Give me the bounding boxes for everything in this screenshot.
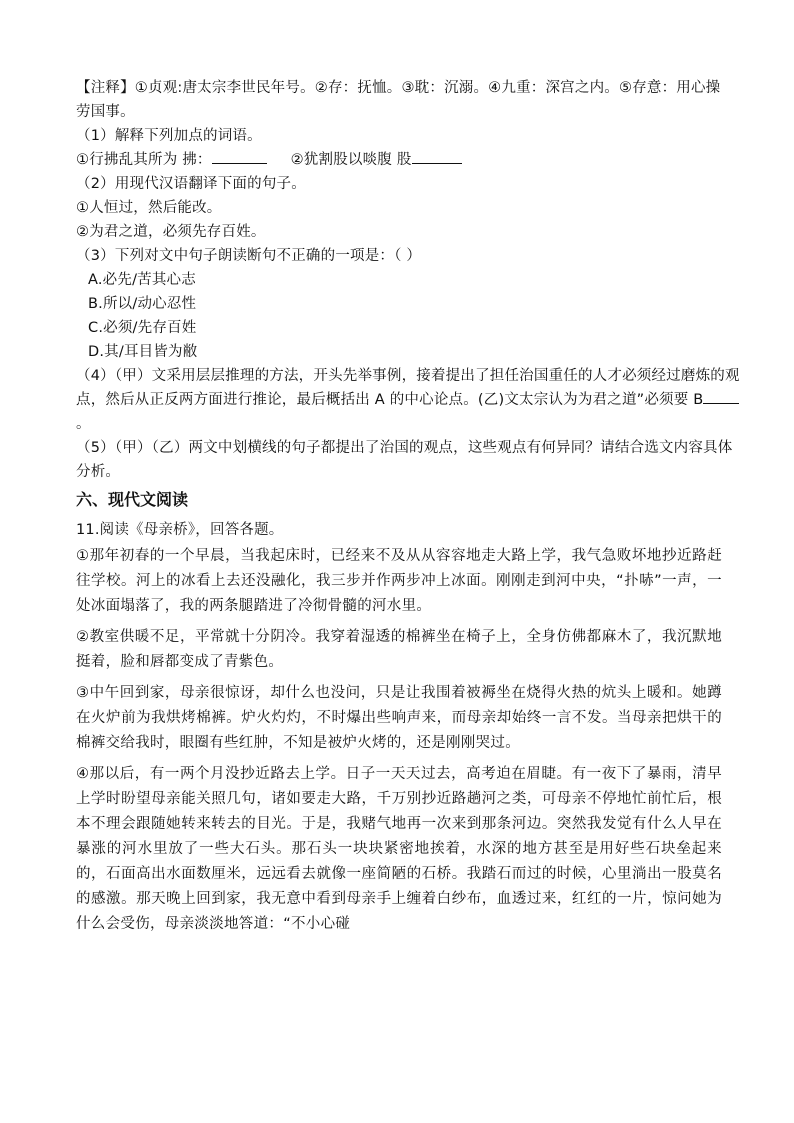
notes-block <box>76 76 722 124</box>
passage-paragraph-2: ②教室供暖不足，平常就十分阴冷。我穿着湿透的棉裤坐在椅子上，全身仿佛都麻木了，我沉默地挺着，脸和唇都变成了青紫色。 <box>76 629 722 670</box>
q4-line-2-text: 点，然后从正反两方面进行推论，最后概括出 A 的中心论点。(乙)文太宗认为为君之道”必须要 B <box>76 392 704 408</box>
q1-items <box>76 148 722 172</box>
question-1 <box>76 124 722 172</box>
document-page <box>76 76 740 937</box>
q2-sentence-2: ②为君之道，必须先存百姓。 <box>76 224 266 240</box>
section-heading: 六、现代文阅读 <box>76 490 189 509</box>
passage-paragraph-1: ①那年初春的一个早晨，当我起床时，已经来不及从从容容地走大路上学，我气急败坏地抄近路赶往学校。河上的冰看上去还没融化，我三步并作两步冲上冰面。刚刚走到河中央，“扑哧”一声，一处冰面塌落了，我的两条腿踏进了冷彻骨髓的河水里。 <box>76 548 722 614</box>
q2-title: （2）用现代汉语翻译下面的句子。 <box>76 176 306 192</box>
notes-line-1: 【注释】①贞观:唐太宗李世民年号。②存：抚恤。③耽：沉溺。④九重：深宫之内。⑤存意：用心操 <box>76 80 721 96</box>
q11-intro: 11.阅读《母亲桥》，回答各题。 <box>76 522 284 538</box>
q1-item-2: ②犹割股以啖腹 股 <box>290 152 412 168</box>
question-5 <box>76 436 733 484</box>
question-4 <box>76 364 740 436</box>
q1-title: （1）解释下列加点的词语。 <box>76 128 262 144</box>
q4-line-3: 。 <box>76 416 91 432</box>
passage-paragraph-4: ④那以后，有一两个月没抄近路去上学。日子一天天过去，高考迫在眉睫。有一夜下了暴雨，清早上学时盼望母亲能关照几句，诸如要走大路，千万别抄近路趟河之类，可母亲不停地忙前忙后，根本不理会跟随她转来转去的目光。于是，我赌气地再一次来到那条河边。突然我发觉有什么人早在暴涨的河水里放了一些大石头。那石头一块块紧密地挨着，水深的地方甚至是用好些石块垒起来的，石面高出水面数厘米，远远看去就像一座简陋的石桥。我踏石而过的时候，心里淌出一股莫名的感激。那天晚上回到家，我无意中看到母亲手上缠着白纱布，血透过来，红红的一片，惊问她为什么会受伤，母亲淡淡地答道：“不小心碰 <box>76 766 722 932</box>
passage-paragraph-3: ③中午回到家，母亲很惊讶，却什么也没问，只是让我围着被褥坐在烧得火热的炕头上暖和。她蹲在火炉前为我烘烤棉裤。炉火灼灼，不时爆出些响声来，而母亲却始终一言不发。当母亲把烘干的棉裤交给我时，眼圈有些红肿，不知是被炉火烤的，还是刚刚哭过。 <box>76 685 722 751</box>
question-2 <box>76 172 722 244</box>
q4-line-2 <box>76 388 722 412</box>
q3-option-a: A.必先/苦其心志 <box>88 272 196 288</box>
q1-item-1: ①行拂乱其所为 拂： <box>76 152 212 168</box>
q3-option-c: C.必须/先存百姓 <box>88 320 197 336</box>
question-11 <box>76 518 722 937</box>
q4-line-1: （4）（甲）文采用层层推理的方法，开头先举事例，接着提出了担任治国重任的人才必须经过磨炼的观 <box>76 368 740 384</box>
answer-blank-2[interactable] <box>412 148 462 164</box>
answer-blank-b[interactable] <box>703 388 739 404</box>
answer-blank-1[interactable] <box>212 148 267 164</box>
q3-option-b: B.所以/动心忍性 <box>88 296 197 312</box>
q5-line-1: （5）（甲）（乙）两文中划横线的句子都提出了治国的观点，这些观点有何异同？请结合选文内容具体 <box>76 440 733 456</box>
q5-line-2: 分析。 <box>76 464 121 480</box>
q3-option-d: D.其/耳目皆为敝 <box>88 344 198 360</box>
q3-title: （3）下列对文中句子朗读断句不正确的一项是：（ ） <box>76 248 422 264</box>
notes-line-2: 劳国事。 <box>76 104 135 120</box>
question-3 <box>76 244 722 364</box>
q2-sentence-1: ①人恒过，然后能改。 <box>76 200 222 216</box>
